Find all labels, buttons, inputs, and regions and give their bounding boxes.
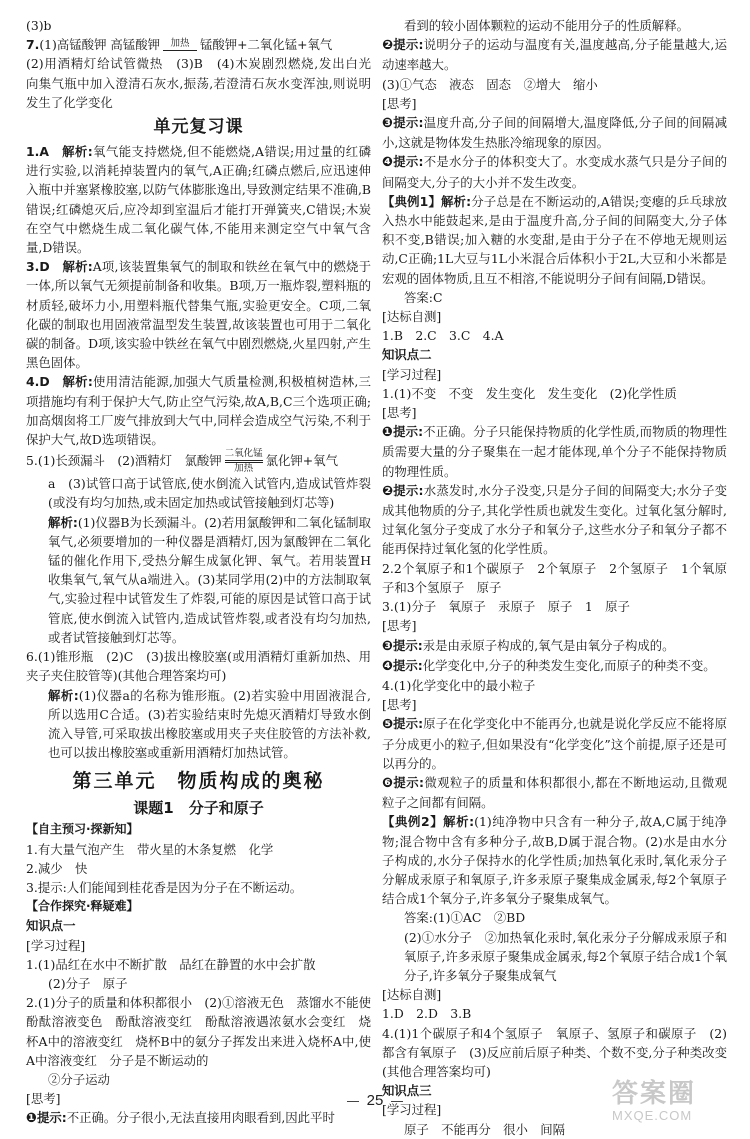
knowledge-point-1: 知识点一 [26,918,76,934]
answer-4: 4.D 解析:使用清洁能源,加强大气质量检测,积极植树造林,三项措施均有利于保护大气,防止空气污染,故A,B,C三个选项正确;加高烟囱将工厂废气排放到大气中,同样会造成空气污染,不利于保护大气,故D选项错误。 [26,374,371,448]
hint-7: ❸提示:汞是由汞原子构成的,氧气是由氧分子构成的。 [382,637,675,654]
knowledge-point-2: 知识点二 [382,347,432,363]
answer-5-2: a (3)试管口高于试管底,使水倒流入试管内,造成试管炸裂(或没有均匀加热,或未固定加热或试管接触到灯芯等) [48,476,371,511]
preview-2: 2.减少 快 [26,860,88,876]
example-2-answer-2: (2)①水分子 ②加热氧化汞时,氧化汞分子分解成汞原子和氧原子,许多汞原子聚集成金属汞,每2个氧原子结合成1个氧分子,许多氧分子聚集成氧气 [404,929,727,983]
answer-1: 1.A 解析:氧气能支持燃烧,但不能燃烧,A错误;用过量的红磷进行实验,以消耗掉装置内的氧气,A正确;红磷点燃后,应迅速伸入瓶中并塞紧橡胶塞,以防气体膨胀逸出,导致测定结果不准确,B错误;红磷熄灭后,应冷却到室温后才能打开弹簧夹,C错误;木炭在空气中燃烧生成二氧化碳气体,不能用来测定空气中氧气含量,D错误。 [26,144,372,256]
section-preview: 【自主预习·探新知】 [26,822,139,837]
example-1: 【典例1】解析:分子总是在不断运动的,A错误;变瘪的乒乓球放入热水中能鼓起来,是由于温度升高,分子间的间隔变大,分子体积不变,B错误;加入糖的水变甜,是由于分子在不停地无规则运动,C正确;1L大豆与1L小米混合后体积小于2L,大豆和小米都是宏观的固体物质,且互不相溶,不能说明分子间有间隔,D错误。 [382,193,728,286]
self-test-label: [达标自测] [382,987,442,1003]
knowledge-point-3: 知识点三 [382,1083,432,1099]
think-label: [思考] [382,95,417,111]
kp1-item-1: 1.(1)品红在水中不断扩散 品红在静置的水中会扩散 [26,956,316,972]
self-test-label: [达标自测] [382,309,442,325]
watermark-logo: 答案圈 MXQE.COM [612,1078,697,1123]
circled-number-icon: ❸ [382,638,394,654]
hint-2: ❷提示:说明分子的运动与温度有关,温度越高,分子能量越大,运动速率越大。 [382,37,727,73]
kp1-item-1b: (2)分子 原子 [48,975,128,991]
answer-7-2: (2)用酒精灯给试管微热 (3)B (4)木炭剧烈燃烧,发出白光 向集气瓶中加入澄清石灰水,振荡,若澄清石灰水变浑浊,则说明发生了化学变化 [26,56,384,110]
answer-line: (3)b [26,18,52,33]
circled-number-icon: ❸ [382,116,394,132]
self-test-2-4: 4.(1)1个碳原子和4个氢原子 氧原子、氢原子和碳原子 (2)都含有氧原子 (3)反应前后原子种类、个数不变,分子种类改变(其他合理答案均可) [382,1025,727,1079]
unit-title: 第三单元 物质构成的奥秘 [72,770,325,793]
kp1-item-2: 2.(1)分子的质量和体积都很小 (2)①溶液无色 蒸馏水不能使酚酞溶液变色 酚酞溶液变红 酚酞溶液遇浓氨水会变红 烧杯A中的溶液变红 烧杯B中的氨分子挥发出来进入烧杯A中,使A中溶液变红 分子是不断运动的 [26,995,371,1068]
hint-4: ❹提示:不是水分子的体积变大了。水变成水蒸气只是分子间的间隔变大,分子的大小并不发生改变。 [382,154,727,190]
hint-5: ❶提示:不正确。分子只能保持物质的化学性质,而物质的物理性质需要大量的分子聚集在一起才能体现,单个分子不能保持物质的物理性质。 [382,424,727,479]
hint-9: ❺提示:原子在化学变化中不能再分,也就是说化学反应不能将原子分成更小的粒子,但如果没有“化学变化”这个前提,原子还是可以再分的。 [382,716,727,771]
answer-6-analysis: 解析:(1)仪器a的名称为锥形瓶。(2)若实验中用固液混合,所以选用C合适。(3)若实验结束时先熄灭酒精灯导致水倒流入导管,可采取拔出橡胶塞或用夹子夹住胶管的方法补救,也可以拔出橡胶塞或重新用酒精灯加热试管。 [48,687,371,761]
example-1-answer: 答案:C [404,289,443,305]
lesson-title: 课题1 分子和原子 [133,799,264,818]
self-test-2: 1.D 2.D 3.B [382,1006,472,1022]
circled-number-icon: ❻ [382,775,394,791]
hint-8: ❹提示:化学变化中,分子的种类发生变化,而原子的种类不变。 [382,657,716,674]
circled-number-icon: ❶ [382,425,394,441]
think-label: [思考] [382,618,417,634]
learning-process: [学习过程] [382,1102,442,1118]
kp1-item-3: (3)①气态 液态 固态 ②增大 缩小 [382,76,598,92]
think-label: [思考] [382,405,417,421]
circled-number-icon: ❷ [382,38,394,54]
hint-10: ❻提示:微观粒子的质量和体积都很小,都在不断地运动,且微观粒子之间都有间隔。 [382,774,727,811]
kp2-item-3: 3.(1)分子 氧原子 汞原子 原子 1 原子 [382,599,630,615]
circled-number-icon: ❷ [382,483,394,499]
reaction-arrow: 二氧化锰 加热 [224,448,263,475]
answer-3: 3.D 解析:A项,该装置集氧气的制取和铁丝在氧气中的燃烧于一体,所以氧气无须提前制备和收集。B项,万一瓶炸裂,塑料瓶的材质轻,破坏力小,用塑料瓶代替集气瓶,实验更安全。C项,二氧化碳的制取也用固液常温型发生装置,故该装置也可用于二氧化碳的制备。D项,该实验中铁丝在氧气中剧烈燃烧,火星四射,产生黑色固体。 [26,259,372,371]
answer-5: 5.(1)长颈漏斗 (2)酒精灯 氯酸钾 二氧化锰 加热 氯化钾+氧气 [26,448,338,475]
learning-process: [学习过程] [382,366,442,382]
example-2-answer: 答案:(1)①AC ②BD [404,910,526,926]
kp1-item-2b: ②分子运动 [48,1071,110,1087]
preview-1: 1.有大量气泡产生 带火星的木条复燃 化学 [26,841,274,857]
section-explore: 【合作探究·释疑难】 [26,899,139,914]
circled-number-icon: ❹ [382,155,394,171]
answer-6: 6.(1)锥形瓶 (2)C (3)拔出橡胶塞(或用酒精灯重新加热、用夹子夹住胶管等)(其他合理答案均可) [26,649,371,684]
answer-7: 7.(1)高锰酸钾 高锰酸钾 加热 锰酸钾+二氧化锰+氧气 [26,37,333,53]
think-label: [思考] [26,1091,61,1107]
circled-number-icon: ❺ [382,717,394,733]
circled-number-icon: ❹ [382,658,394,674]
kp3-item-1: 原子 不能再分 很小 间隔 [404,1121,566,1137]
hint-6: ❷提示:水蒸发时,水分子没变,只是分子间的间隔变大;水分子变成其他物质的分子,其化学性质也就发生变化。过氧化氢分解时,过氧化氢分子变成了水分子和氧分子,这些水分子和氧分子都不能再保持过氧化氢的化学性质。 [382,482,727,557]
hint-3: ❸提示:温度升高,分子间的间隔增大,温度降低,分子间的间隔减小,这就是物体发生热胀冷缩现象的原因。 [382,115,727,151]
hint-1: ❶提示:不正确。分子很小,无法直接用肉眼看到,因此平时 [26,1110,335,1127]
kp2-item-1: 1.(1)不变 不变 发生变化 发生变化 (2)化学性质 [382,385,677,401]
reaction-arrow: 加热 [163,39,197,52]
right-column [382,16,727,1139]
answer-5-analysis: 解析:(1)仪器B为长颈漏斗。(2)若用氯酸钾和二氧化锰制取氧气,必须要增加的一种仪器是酒精灯,因为氯酸钾在二氧化锰的催化作用下,受热分解生成氯化钾、氧气。若用装置H收集氧气,氧气从a端进入。(3)某同学用(2)中的方法制取氧气,实验过程中试管发生了炸裂,可能的原因是试管口高于试管底,使水倒流入试管内,造成试管炸裂,或者没有均匀加热,或者试管接触到灯芯等。 [48,514,371,645]
kp2-item-2: 2.2个氧原子和1个碳原子 2个氧原子 2个氢原子 1个氧原子和3个氢原子 原子 [382,560,727,595]
kp2-item-4: 4.(1)化学变化中的最小粒子 [382,677,536,693]
preview-3: 3.提示:人们能闻到桂花香是因为分子在不断运动。 [26,879,303,895]
circled-number-icon: ❶ [26,1111,38,1127]
page-number: 25 [0,1092,750,1109]
section-title-review: 单元复习课 [153,117,244,138]
self-test-1: 1.B 2.C 3.C 4.A [382,328,504,344]
hint-1-cont: 看到的较小固体颗粒的运动不能用分子的性质解释。 [404,18,689,33]
example-2: 【典例2】解析:(1)纯净物中只含有一种分子,故A,C属于纯净物;混合物中含有多种分子,故B,D属于混合物。(2)水是由水分子构成的,水分子保持水的化学性质;加热氧化汞时,氧化汞分子分解成汞原子和氧原子,许多汞原子聚集成金属汞,每2个氧原子结合成1个氧分子,许多氧分子聚集成氧气。 [382,814,728,907]
think-label: [思考] [382,697,417,713]
learning-process: [学习过程] [26,937,86,953]
